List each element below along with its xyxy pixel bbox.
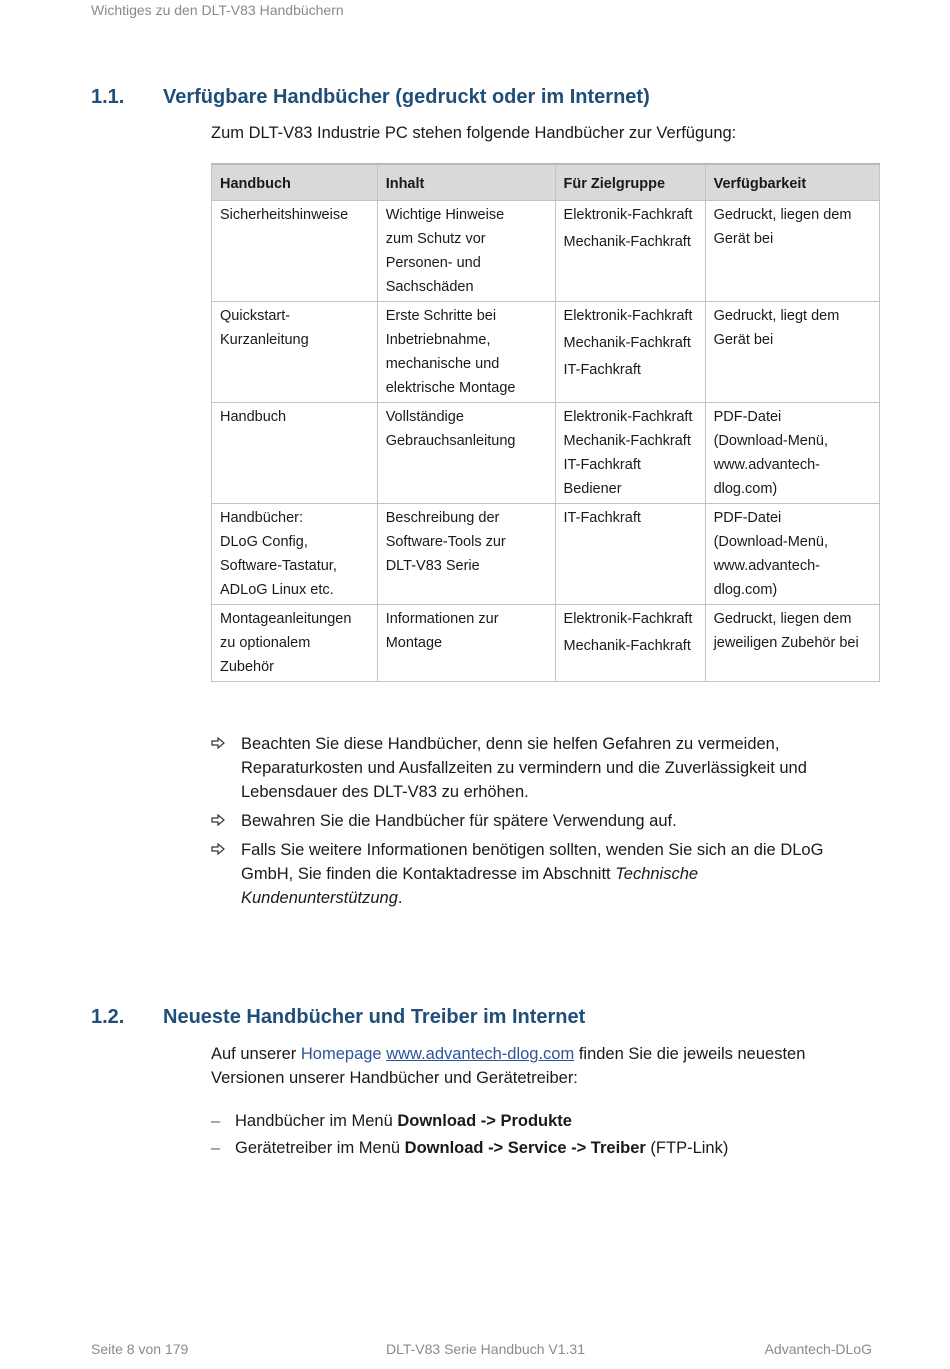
cell-zielgruppe [555, 201, 705, 302]
table-row [212, 302, 880, 403]
cell-line: Mechanik-Fachkraft [563, 433, 691, 449]
intro-text: finden Sie die jeweils neuesten Versionen unserer Handbücher und Gerätetreiber: [211, 1045, 806, 1087]
section-number: 1.2. [91, 1006, 125, 1028]
footer-document-title: DLT-V83 Serie Handbuch V1.31 [386, 1341, 585, 1357]
cell-line: IT-Fachkraft [563, 457, 641, 473]
cell-zielgruppe [555, 504, 705, 605]
cell-line: DLoG Config, [220, 534, 308, 550]
menu-path: Download -> Service -> Treiber [404, 1139, 646, 1157]
cell-line: Elektronik-Fachkraft [563, 207, 693, 223]
cell-line: zum Schutz vor [385, 231, 486, 247]
cell-line: PDF-Datei [713, 510, 782, 526]
cell-line: Elektronik-Fachkraft [563, 308, 693, 324]
section-number: 1.1. [91, 86, 125, 108]
note-tail: . [397, 889, 403, 907]
cell-line: www.advantech- [713, 558, 820, 574]
download-list [211, 1109, 728, 1163]
cell-line: Mechanik-Fachkraft [563, 335, 691, 351]
cell-inhalt [377, 504, 555, 605]
table-row [212, 403, 880, 504]
cell-line: Bediener [563, 481, 622, 497]
list-item [211, 1109, 728, 1133]
cell-verfuegbarkeit [705, 504, 879, 605]
item-text: (FTP-Link) [645, 1139, 729, 1157]
cell-inhalt [377, 403, 555, 504]
cell-inhalt [377, 201, 555, 302]
cell-line: Handbücher: [220, 510, 304, 526]
cell-line: Montageanleitungen [220, 611, 352, 627]
cell-line: Software-Tools zur [385, 534, 506, 550]
note-text: Beachten Sie diese Handbücher, denn sie helfen Gefahren zu vermeiden, Reparaturkosten und Ausfallzeiten zu vermindern und die Zuverlässigkeit und Lebensdauer des DLT-V83 zu erhöhen. [241, 735, 807, 801]
homepage-label: Homepage [300, 1045, 382, 1063]
table-header-cell: Handbuch [212, 164, 378, 201]
section-reference: Technische Kundenunterstützung [241, 865, 699, 907]
cell-line: Gerät bei [713, 231, 774, 247]
cell-line: Handbuch [220, 409, 287, 425]
cell-line: IT-Fachkraft [563, 362, 641, 378]
note-text: Bewahren Sie die Handbücher für spätere Verwendung auf. [241, 812, 677, 830]
cell-line: zu optionalem [220, 635, 311, 651]
cell-verfuegbarkeit [705, 605, 879, 682]
item-text: Handbücher im Menü [235, 1112, 398, 1130]
cell-zielgruppe [555, 403, 705, 504]
manuals-table [211, 163, 880, 682]
cell-line: Informationen zur [385, 611, 499, 627]
running-header: Wichtiges zu den DLT-V83 Handbüchern [91, 2, 344, 18]
cell-line: Gebrauchsanleitung [385, 433, 516, 449]
cell-line: Quickstart- [220, 308, 291, 324]
cell-line: mechanische und [385, 356, 500, 372]
item-text: Gerätetreiber im Menü [235, 1139, 405, 1157]
cell-verfuegbarkeit [705, 201, 879, 302]
cell-line: Inbetriebnahme, [385, 332, 491, 348]
table-row [212, 605, 880, 682]
section-title: Verfügbare Handbücher (gedruckt oder im Internet) [163, 86, 650, 108]
dash-bullet: – [211, 1139, 221, 1157]
cell-handbuch [212, 403, 378, 504]
section-intro: Zum DLT-V83 Industrie PC stehen folgende Handbücher zur Verfügung: [211, 124, 737, 142]
footer-page-number: Seite 8 von 179 [91, 1341, 189, 1357]
list-item [211, 809, 851, 833]
cell-line: Gedruckt, liegt dem [713, 308, 840, 324]
cell-line: Mechanik-Fachkraft [563, 638, 691, 654]
cell-line: jeweiligen Zubehör bei [713, 635, 859, 651]
cell-line: (Download-Menü, [713, 534, 829, 550]
cell-line: Erste Schritte bei [385, 308, 497, 324]
cell-line: www.advantech- [713, 457, 820, 473]
cell-line: elektrische Montage [385, 380, 516, 396]
note-text: Falls Sie weitere Informationen benötigen sollten, wenden Sie sich an die DLoG GmbH, Sie finden die Kontaktadresse im Abschnitt [241, 841, 824, 883]
cell-verfuegbarkeit [705, 302, 879, 403]
homepage-link[interactable]: www.advantech-dlog.com [386, 1045, 575, 1063]
section-heading-1-2 [91, 1006, 791, 1032]
cell-line: IT-Fachkraft [563, 510, 641, 526]
table-header-cell: Für Zielgruppe [555, 164, 705, 201]
list-item [211, 732, 851, 804]
cell-line: DLT-V83 Serie [385, 558, 480, 574]
cell-handbuch [212, 504, 378, 605]
arrow-right-icon [211, 843, 225, 855]
section-title: Neueste Handbücher und Treiber im Internet [163, 1006, 586, 1028]
cell-inhalt [377, 302, 555, 403]
cell-zielgruppe [555, 605, 705, 682]
list-item [211, 1136, 728, 1160]
cell-line: Gedruckt, liegen dem [713, 611, 852, 627]
cell-inhalt [377, 605, 555, 682]
menu-path: Download -> Produkte [397, 1112, 572, 1130]
dash-bullet: – [211, 1112, 221, 1130]
table-row [212, 201, 880, 302]
notes-list [211, 732, 851, 915]
cell-line: dlog.com) [713, 481, 778, 497]
cell-line: Personen- und [385, 255, 481, 271]
cell-line: dlog.com) [713, 582, 778, 598]
cell-line: Elektronik-Fachkraft [563, 409, 693, 425]
footer-company: Advantech-DLoG [764, 1341, 872, 1357]
cell-line: PDF-Datei [713, 409, 782, 425]
cell-handbuch [212, 201, 378, 302]
cell-line: Software-Tastatur, [220, 558, 337, 574]
table-row [212, 504, 880, 605]
cell-line: Sicherheitshinweise [220, 207, 349, 223]
section-intro [211, 1042, 851, 1090]
cell-line: Wichtige Hinweise [385, 207, 505, 223]
list-item [211, 838, 851, 910]
cell-line: Sachschäden [385, 279, 474, 295]
section-heading-1-1 [91, 86, 791, 112]
cell-line: Gedruckt, liegen dem [713, 207, 852, 223]
cell-line: Gerät bei [713, 332, 774, 348]
arrow-right-icon [211, 814, 225, 826]
table-header-row [212, 164, 880, 201]
cell-line: Beschreibung der [385, 510, 500, 526]
cell-handbuch [212, 302, 378, 403]
arrow-right-icon [211, 737, 225, 749]
table-header-cell: Inhalt [377, 164, 555, 201]
intro-text: Auf unserer [211, 1045, 301, 1063]
cell-line: Kurzanleitung [220, 332, 309, 348]
cell-zielgruppe [555, 302, 705, 403]
cell-line: Montage [385, 635, 443, 651]
cell-line: Zubehör [220, 659, 275, 675]
cell-line: Mechanik-Fachkraft [563, 234, 691, 250]
cell-verfuegbarkeit [705, 403, 879, 504]
cell-line: (Download-Menü, [713, 433, 829, 449]
table-header-cell: Verfügbarkeit [705, 164, 879, 201]
cell-line: Vollständige [385, 409, 464, 425]
cell-line: ADLoG Linux etc. [220, 582, 334, 598]
cell-line: Elektronik-Fachkraft [563, 611, 693, 627]
cell-handbuch [212, 605, 378, 682]
